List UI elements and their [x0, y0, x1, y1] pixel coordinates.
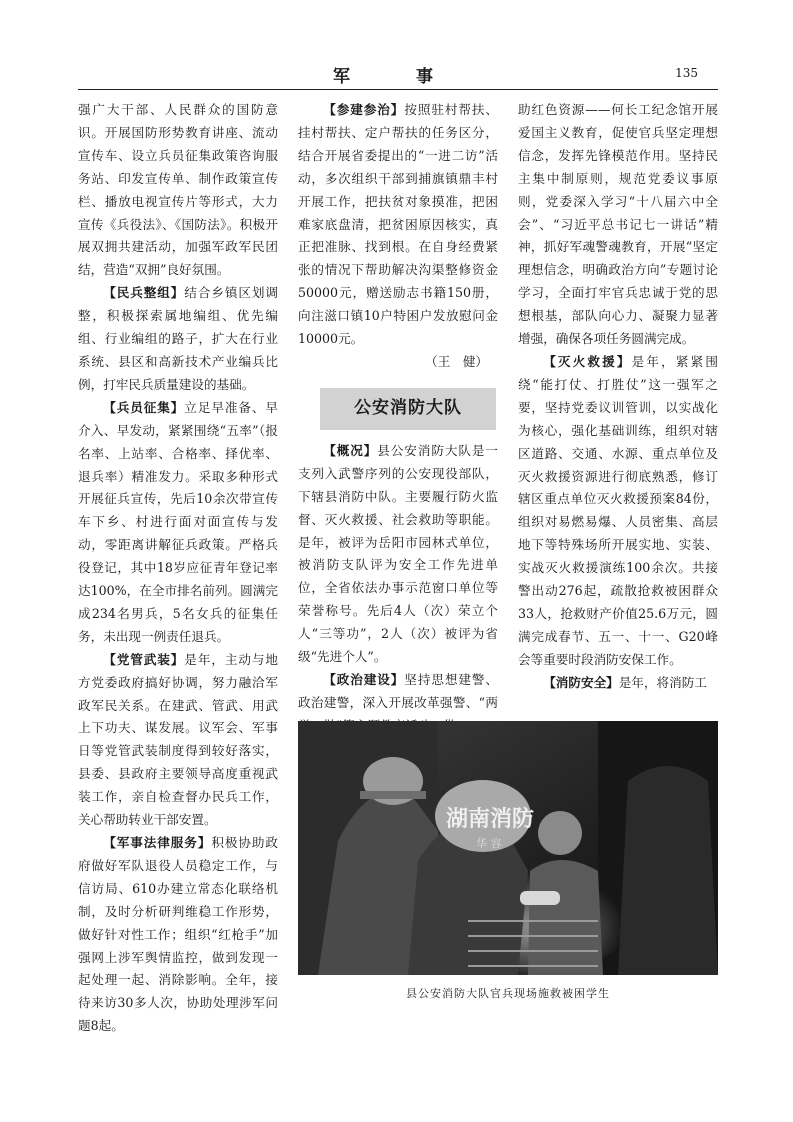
paragraph-conscription: 【兵员征集】立足早准备、早介入、早发动，紧紧围绕“五率”（报名率、上站率、合格率、择优率、退兵率）精准发力。采取多种形式开展征兵宣传，先后10余次带宣传车下乡、村进行面对面宣传与发动，零距离讲解征兵政策。严格兵役登记，其中18岁应征青年登记率达100%，在全市排名前列。圆满完成234名男兵，5名女兵的征集任务，未出现一例责任退兵。 [78, 399, 279, 644]
paragraph-party-armed: 【党管武装】是年，主动与地方党委政府搞好协调，努力融洽军政军民关系。在建武、管武、用武上下功夫、谋发展。议军会、军事日等党管武装制度得到较好落实，县委、县政府主要领导高度重视武装工作，亲自检查督办民兵工作，关心帮助转业干部安置。 [78, 651, 279, 828]
helmet-lettering: 湖南消防 [446, 807, 535, 832]
paragraph-continued: 助红色资源——何长工纪念馆开展爱国主义教育，促使官兵坚定理想信念，发挥先锋模范作用。坚持民主集中制原则，规范党委议事原则，党委深入学习“十八届六中全会”、“习近平总书记七一讲话”精神，抓好军魂警魂教育，开展“坚定理想信念，明确政治方向”专题讨论学习，全面打牢官兵忠诚于党的思想根基，部队向心力、凝聚力显著增强，确保各项任务圆满完成。 [518, 102, 718, 347]
author-credit: （王 健） [425, 353, 488, 369]
paragraph-firefighting: 【灭火救援】是年，紧紧围绕“能打仗、打胜仗”这一强军之要，坚持党委议训管训，以实战化为核心，强化基础训练，组织对辖区道路、交通、水源、重点单位及灭火救援资源进行彻底熟悉，修订辖区重点单位灭火救援预案84份，组织对易燃易爆、人员密集、高层地下等特殊场所开展实地、实装、实战灭火救援演练100余次。共接警出动276起，疏散抢救被困群众33人，抢救财产价值25.6万元，圆满完成春节、五一、十一、G20峰会等重要时段消防安保工作。 [518, 353, 719, 667]
column-1 [78, 99, 278, 1038]
rescue-photo [298, 721, 718, 975]
keyword: 【概况】 [323, 442, 378, 458]
paragraph-militia: 【民兵整组】结合乡镇区划调整，积极探索属地编组、优先编组、行业编组的路子，扩大在行业系统、县区和高新技术产业编兵比例，打牢民兵质量建设的基础。 [78, 285, 279, 392]
paragraph: 强广大干部、人民群众的国防意识。开展国防形势教育讲座、流动宣传车、设立兵员征集政策咨询服务站、印发宣传单、制作政策宣传栏、播放电视宣传片等形式，大力宣传《兵役法》、《国防法》。积极开展双拥共建活动，加强军政军民团结，营造“双拥”良好氛围。 [78, 102, 278, 278]
keyword: 【灭火救援】 [543, 353, 632, 369]
paragraph-legal-service: 【军事法律服务】积极协助政府做好军队退役人员稳定工作，与信访局、610办建立常态化联络机制，及时分析研判维稳工作形势，做好针对性工作；组织“红枪手”加强网上涉军舆情监控，做到发现一起处理一起、消除影响。全年，接待来访30多人次，协助处理涉军问题8起。 [78, 835, 279, 1034]
paragraph-fire-safety: 【消防安全】是年，将消防工 [543, 674, 707, 690]
photo-illustration [298, 721, 718, 975]
column-3 [518, 99, 718, 695]
helmet-small-lettering: 华 容 [476, 837, 502, 850]
column-2 [298, 99, 498, 738]
student-head [538, 811, 582, 855]
photo-caption: 县公安消防大队官兵现场施救被困学生 [406, 987, 610, 1000]
keyword: 【民兵整组】 [103, 285, 185, 301]
header-rule [78, 89, 718, 90]
page-number: 135 [675, 66, 698, 80]
keyword: 【消防安全】 [543, 674, 619, 690]
paragraph-overview: 【概况】县公安消防大队是一支列入武警序列的公安现役部队，下辖县消防中队。主要履行防火监督、灭火救援、社会救助等职能。是年，被评为岳阳市园林式单位，被消防支队评为安全工作先进单位，全省依法办事示范窗口单位等荣誉称号。先后4人（次）荣立个人“三等功”，2人（次）被评为省级“先进个人”。 [298, 442, 499, 665]
keyword: 【兵员征集】 [103, 399, 185, 415]
running-header [78, 62, 718, 86]
section-heading: 公安消防大队 [320, 388, 496, 430]
keyword: 【党管武装】 [103, 651, 185, 667]
keyword: 【军事法律服务】 [103, 835, 212, 850]
section-header-title: 军 事 [333, 67, 463, 87]
paragraph-poverty-relief: 【参建参治】按照驻村帮扶、挂村帮扶、定户帮扶的任务区分，结合开展省委提出的“一进二访”活动，多次组织干部到捕旗镇鼎丰村开展工作，把扶贫对象摸准，把困难家底盘清，把贫困原因核实，真正把准脉、找到根。在自身经费紧张的情况下帮助解决沟渠整修资金50000元，赠送励志书籍150册，向注滋口镇10户特困户发放慰问金10000元。 [298, 102, 499, 347]
keyword: 【参建参治】 [323, 102, 405, 117]
paragraph-political: 【政治建设】坚持思想建警、政治建警，深入开展改革强警、“两 [298, 671, 499, 710]
keyword: 【政治建设】 [323, 671, 405, 687]
